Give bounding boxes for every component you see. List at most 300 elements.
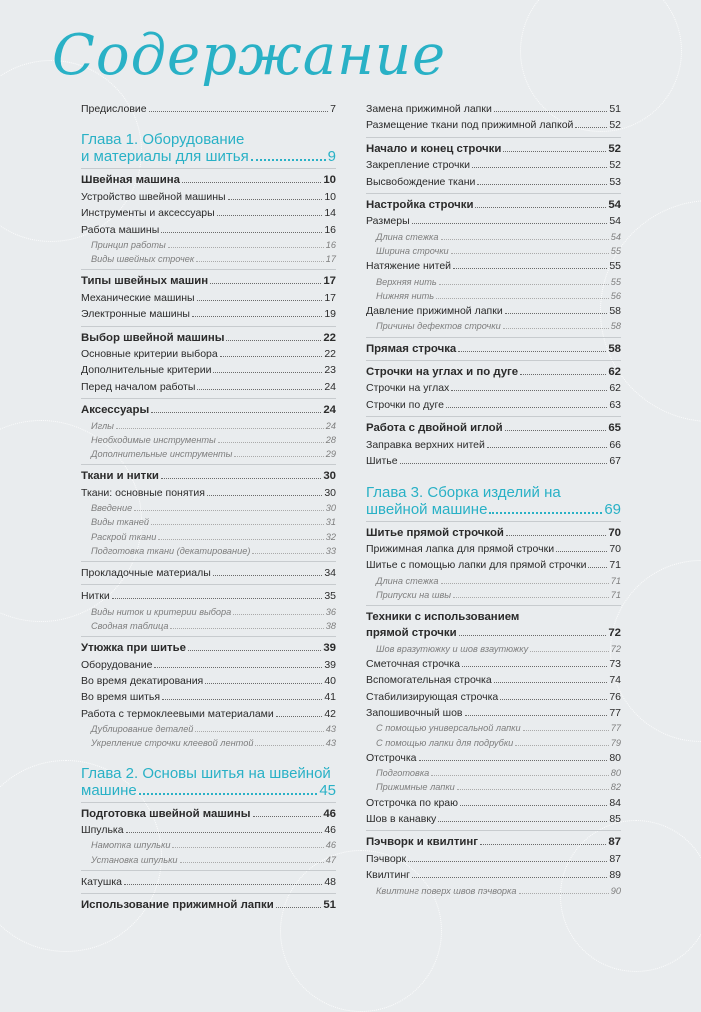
page-number: 24 bbox=[324, 380, 336, 393]
toc-section bbox=[81, 269, 336, 289]
toc-entry bbox=[366, 101, 621, 117]
entry-title: Подготовка швейной машины bbox=[81, 807, 251, 820]
entry-title: Укрепление строчки клеевой лентой bbox=[91, 738, 254, 749]
entry-title: Намотка шпульки bbox=[91, 840, 171, 851]
entry-title: Шитье прямой строчкой bbox=[366, 526, 504, 539]
dot-leader bbox=[503, 328, 609, 329]
entry-title: Прижимные лапки bbox=[376, 782, 455, 793]
page-number: 82 bbox=[610, 782, 621, 793]
entry-title: Дополнительные инструменты bbox=[91, 449, 233, 460]
toc-subentry bbox=[366, 780, 621, 794]
dot-leader bbox=[161, 232, 322, 233]
page-number: 80 bbox=[609, 751, 621, 764]
toc-subentry bbox=[81, 736, 336, 750]
page-number: 65 bbox=[608, 422, 621, 435]
entry-title: Шитье с помощью лапки для прямой строчки bbox=[366, 559, 587, 572]
page-number: 7 bbox=[330, 103, 336, 115]
page-number: 51 bbox=[323, 899, 336, 912]
entry-title: Катушка bbox=[81, 875, 122, 888]
dot-leader bbox=[480, 844, 606, 845]
toc-entry bbox=[81, 561, 336, 581]
dot-leader bbox=[213, 575, 323, 576]
toc-entry bbox=[81, 673, 336, 689]
entry-title: Устройство швейной машины bbox=[81, 190, 226, 203]
chapter-title-line1: Глава 3. Сборка изделий на bbox=[366, 483, 561, 501]
toc-entry bbox=[81, 362, 336, 378]
page-number: 67 bbox=[609, 455, 621, 468]
toc-entry bbox=[366, 258, 621, 274]
entry-title: Закрепление строчки bbox=[366, 159, 470, 172]
dot-leader bbox=[520, 374, 606, 375]
toc-subentry bbox=[81, 838, 336, 852]
toc-entry bbox=[81, 189, 336, 205]
dot-leader bbox=[446, 407, 607, 408]
dot-leader bbox=[251, 159, 326, 161]
page-number: 58 bbox=[608, 342, 621, 355]
dot-leader bbox=[196, 261, 324, 262]
page-number: 80 bbox=[610, 768, 621, 779]
dot-leader bbox=[439, 284, 609, 285]
toc-entry bbox=[81, 689, 336, 705]
entry-title: Утюжка при шитье bbox=[81, 642, 186, 655]
swirl-decoration bbox=[610, 560, 701, 742]
entry-title: Квилтинг bbox=[366, 869, 410, 882]
dot-leader bbox=[494, 111, 607, 112]
dot-leader bbox=[205, 683, 322, 684]
entry-title: Верхняя нить bbox=[376, 276, 437, 287]
entry-title: Размеры bbox=[366, 215, 410, 228]
entry-title: Размещение ткани под прижимной лапкой bbox=[366, 119, 574, 132]
page-number: 41 bbox=[324, 691, 336, 704]
entry-title: Ширина строчки bbox=[376, 246, 449, 257]
page-number: 54 bbox=[608, 199, 621, 212]
dot-leader bbox=[158, 539, 323, 540]
entry-title: Подготовка ткани (декатирование) bbox=[91, 545, 251, 556]
page-number: 30 bbox=[325, 503, 336, 514]
toc-entry bbox=[366, 750, 621, 766]
entry-title: Необходимые инструменты bbox=[91, 434, 216, 445]
toc-section bbox=[81, 893, 336, 913]
entry-title: Строчки на углах bbox=[366, 382, 450, 395]
dot-leader bbox=[505, 313, 608, 314]
entry-title: Вспомогательная строчка bbox=[366, 674, 492, 687]
entry-title: Давление прижимной лапки bbox=[366, 305, 503, 318]
toc-entry bbox=[366, 689, 621, 705]
dot-leader bbox=[458, 351, 606, 352]
toc-section bbox=[366, 625, 621, 641]
toc-subentry bbox=[81, 447, 336, 461]
toc-entry bbox=[81, 657, 336, 673]
entry-title: Перед началом работы bbox=[81, 380, 196, 393]
chapter-heading bbox=[366, 484, 621, 518]
toc-subentry bbox=[366, 884, 621, 898]
dot-leader bbox=[161, 478, 321, 479]
entry-title: Использование прижимной лапки bbox=[81, 899, 274, 912]
toc-subentry bbox=[81, 501, 336, 515]
entry-title: Настройка строчки bbox=[366, 199, 474, 212]
page-number: 69 bbox=[604, 500, 621, 518]
page-number: 45 bbox=[319, 781, 336, 799]
toc-subentry bbox=[366, 736, 621, 750]
dot-leader bbox=[460, 805, 607, 806]
dot-leader bbox=[112, 598, 323, 599]
page-number: 51 bbox=[609, 103, 621, 115]
toc-entry bbox=[81, 485, 336, 501]
dot-leader bbox=[575, 127, 607, 128]
page-number: 87 bbox=[608, 836, 621, 849]
page-number: 71 bbox=[610, 589, 621, 600]
entry-title: Замена прижимной лапки bbox=[366, 103, 492, 115]
entry-title: Механические машины bbox=[81, 291, 195, 304]
toc-entry bbox=[81, 379, 336, 395]
entry-title: Во время декатирования bbox=[81, 674, 204, 687]
toc-entry bbox=[366, 656, 621, 672]
page-number: 10 bbox=[324, 190, 336, 203]
dot-leader bbox=[255, 745, 323, 746]
dot-leader bbox=[151, 524, 324, 525]
page-number: 74 bbox=[609, 674, 621, 687]
page-number: 53 bbox=[609, 175, 621, 188]
dot-leader bbox=[210, 283, 321, 284]
toc-entry bbox=[366, 303, 621, 319]
entry-title: Натяжение нитей bbox=[366, 260, 452, 273]
dot-leader bbox=[234, 456, 323, 457]
dot-leader bbox=[487, 447, 607, 448]
chapter-title-line2 bbox=[366, 501, 621, 518]
toc-entry bbox=[366, 117, 621, 133]
dot-leader bbox=[412, 223, 608, 224]
entry-title: Виды ниток и критерии выбора bbox=[91, 606, 232, 617]
toc-entry bbox=[81, 306, 336, 322]
page-number: 55 bbox=[609, 260, 621, 273]
toc-subentry bbox=[81, 530, 336, 544]
entry-title: Инструменты и аксессуары bbox=[81, 207, 215, 220]
toc-section bbox=[81, 168, 336, 188]
dot-leader bbox=[506, 535, 606, 536]
page-number: 43 bbox=[325, 724, 336, 735]
toc-subentry bbox=[81, 433, 336, 447]
page-number: 52 bbox=[609, 159, 621, 172]
page-number: 73 bbox=[609, 657, 621, 670]
dot-leader bbox=[188, 650, 321, 651]
toc-entry bbox=[366, 867, 621, 883]
page-number: 31 bbox=[325, 517, 336, 528]
entry-title: Ткани: основные понятия bbox=[81, 486, 205, 499]
page-number: 39 bbox=[324, 658, 336, 671]
dot-leader bbox=[436, 298, 609, 299]
page-number: 56 bbox=[610, 290, 621, 301]
toc-section bbox=[81, 636, 336, 656]
dot-leader bbox=[228, 199, 323, 200]
toc-subentry bbox=[81, 722, 336, 736]
entry-title: Электронные машины bbox=[81, 308, 190, 321]
toc-entry bbox=[366, 213, 621, 229]
section-heading-line1: Техники с использованием bbox=[366, 605, 621, 625]
page-number: 62 bbox=[608, 366, 621, 379]
entry-title: Ткани и нитки bbox=[81, 470, 159, 483]
dot-leader bbox=[116, 428, 324, 429]
page-number: 46 bbox=[325, 840, 336, 851]
toc-entry bbox=[366, 174, 621, 190]
entry-title: Квилтинг поверх швов пэчворка bbox=[376, 885, 517, 896]
entry-title: Пэчворк и квилтинг bbox=[366, 836, 479, 849]
page-number: 46 bbox=[323, 807, 336, 820]
dot-leader bbox=[503, 151, 606, 152]
dot-leader bbox=[253, 816, 322, 817]
toc-entry bbox=[81, 205, 336, 221]
dot-leader bbox=[197, 389, 322, 390]
page-number: 79 bbox=[610, 737, 621, 748]
toc-entry bbox=[81, 222, 336, 238]
toc-section bbox=[366, 193, 621, 213]
page-number: 52 bbox=[609, 119, 621, 132]
dot-leader bbox=[489, 512, 602, 514]
dot-leader bbox=[462, 666, 607, 667]
entry-title: Высвобождение ткани bbox=[366, 175, 476, 188]
page-number: 32 bbox=[325, 531, 336, 542]
dot-leader bbox=[220, 356, 323, 357]
dot-leader bbox=[207, 495, 322, 496]
page-number: 55 bbox=[610, 276, 621, 287]
toc-entry bbox=[366, 541, 621, 557]
toc-entry bbox=[366, 453, 621, 469]
toc-subentry bbox=[366, 588, 621, 602]
toc-entry bbox=[366, 380, 621, 396]
page-number: 54 bbox=[610, 231, 621, 242]
dot-leader bbox=[453, 268, 607, 269]
dot-leader bbox=[172, 847, 323, 848]
dot-leader bbox=[213, 372, 322, 373]
toc-entry bbox=[366, 672, 621, 688]
toc-section bbox=[81, 398, 336, 418]
page-number: 84 bbox=[609, 796, 621, 809]
toc-subentry bbox=[366, 574, 621, 588]
dot-leader bbox=[162, 699, 322, 700]
page-number: 72 bbox=[608, 627, 621, 640]
page-number: 10 bbox=[323, 174, 336, 187]
toc-subentry bbox=[81, 619, 336, 633]
dot-leader bbox=[438, 821, 607, 822]
page-number: 63 bbox=[609, 398, 621, 411]
entry-title: Причины дефектов строчки bbox=[376, 321, 501, 332]
dot-leader bbox=[217, 215, 323, 216]
dot-leader bbox=[515, 745, 608, 746]
page-number: 47 bbox=[325, 854, 336, 865]
page-number: 87 bbox=[609, 852, 621, 865]
toc-section bbox=[81, 464, 336, 484]
entry-title: Длина стежка bbox=[376, 575, 439, 586]
entry-title: Прижимная лапка для прямой строчки bbox=[366, 542, 555, 555]
page-number: 42 bbox=[324, 707, 336, 720]
dot-leader bbox=[124, 884, 322, 885]
dot-leader bbox=[523, 730, 609, 731]
dot-leader bbox=[276, 716, 323, 717]
dot-leader bbox=[170, 628, 323, 629]
entry-title: Строчки на углах и по дуге bbox=[366, 366, 519, 379]
toc-section bbox=[366, 521, 621, 541]
page-number: 55 bbox=[610, 246, 621, 257]
entry-title: С помощью лапки для подрубки bbox=[376, 737, 514, 748]
entry-title: Принцип работы bbox=[91, 240, 166, 251]
dot-leader bbox=[441, 239, 609, 240]
toc-section bbox=[366, 416, 621, 436]
toc-section bbox=[366, 360, 621, 380]
page-number: 14 bbox=[324, 207, 336, 220]
page-number: 16 bbox=[324, 223, 336, 236]
toc-entry bbox=[81, 290, 336, 306]
toc-entry bbox=[81, 822, 336, 838]
page-number: 71 bbox=[610, 575, 621, 586]
entry-title: Во время шитья bbox=[81, 691, 161, 704]
dot-leader bbox=[192, 316, 322, 317]
entry-title: Заправка верхних нитей bbox=[366, 438, 485, 451]
entry-title: Прямая строчка bbox=[366, 342, 457, 355]
page-number: 43 bbox=[325, 738, 336, 749]
page-number: 33 bbox=[325, 545, 336, 556]
entry-title: Аксессуары bbox=[81, 404, 150, 417]
entry-title: Строчки по дуге bbox=[366, 398, 444, 411]
page-number: 40 bbox=[324, 674, 336, 687]
toc-subentry bbox=[81, 515, 336, 529]
page-number: 36 bbox=[325, 606, 336, 617]
page-number: 34 bbox=[324, 566, 336, 579]
page-number: 85 bbox=[609, 813, 621, 825]
entry-title: Нижняя нить bbox=[376, 290, 435, 301]
toc-subentry bbox=[81, 252, 336, 266]
page-number: 70 bbox=[609, 542, 621, 555]
page-number: 29 bbox=[325, 449, 336, 460]
toc-subentry bbox=[366, 642, 621, 656]
entry-title: Дополнительные критерии bbox=[81, 364, 212, 377]
toc-left-column bbox=[81, 101, 336, 914]
toc-entry bbox=[366, 437, 621, 453]
entry-title: Раскрой ткани bbox=[91, 531, 157, 542]
toc-right-column bbox=[366, 101, 621, 898]
page-number: 46 bbox=[324, 823, 336, 836]
entry-title: Иглы bbox=[91, 420, 114, 431]
page-number: 35 bbox=[324, 590, 336, 603]
entry-title: Работа с термоклеевыми материалами bbox=[81, 707, 274, 720]
dot-leader bbox=[441, 583, 609, 584]
entry-title: Дублирование деталей bbox=[91, 724, 194, 735]
page-number: 16 bbox=[325, 240, 336, 251]
entry-title: Отстрочка bbox=[366, 751, 417, 764]
dot-leader bbox=[226, 340, 321, 341]
entry-title: Стабилизирующая строчка bbox=[366, 690, 499, 703]
dot-leader bbox=[451, 253, 609, 254]
page-number: 77 bbox=[610, 723, 621, 734]
entry-title: Основные критерии выбора bbox=[81, 348, 218, 361]
chapter-heading bbox=[81, 765, 336, 799]
dot-leader bbox=[530, 651, 609, 652]
dot-leader bbox=[218, 442, 324, 443]
page-number: 24 bbox=[325, 420, 336, 431]
entry-title: Сводная таблица bbox=[91, 620, 169, 631]
entry-title: Прокладочные материалы bbox=[81, 566, 211, 579]
page-number: 70 bbox=[608, 526, 621, 539]
page-number: 48 bbox=[324, 875, 336, 888]
entry-title: Шов вразутюжку и шов взаутюжку bbox=[376, 643, 529, 654]
entry-title: Виды тканей bbox=[91, 517, 150, 528]
dot-leader bbox=[472, 167, 607, 168]
dot-leader bbox=[475, 207, 606, 208]
page-number: 62 bbox=[609, 382, 621, 395]
dot-leader bbox=[505, 430, 607, 431]
page-number: 22 bbox=[323, 331, 336, 344]
dot-leader bbox=[451, 390, 607, 391]
toc-subentry bbox=[366, 275, 621, 289]
entry-title: Нитки bbox=[81, 590, 110, 603]
toc-entry bbox=[366, 851, 621, 867]
entry-title: Шитье bbox=[366, 455, 398, 468]
dot-leader bbox=[457, 789, 609, 790]
toc-entry bbox=[366, 157, 621, 173]
toc-subentry bbox=[81, 419, 336, 433]
page-number: 89 bbox=[609, 869, 621, 882]
dot-leader bbox=[412, 877, 607, 878]
entry-title: С помощью универсальной лапки bbox=[376, 723, 521, 734]
page-number: 71 bbox=[609, 559, 621, 572]
entry-title: Выбор швейной машины bbox=[81, 331, 225, 344]
toc-subentry bbox=[366, 721, 621, 735]
entry-title: Швейная машина bbox=[81, 174, 180, 187]
toc-entry bbox=[81, 584, 336, 604]
chapter-title-text: швейной машине bbox=[366, 500, 488, 518]
toc-entry bbox=[81, 706, 336, 722]
entry-title: Длина стежка bbox=[376, 231, 439, 242]
toc-section bbox=[366, 830, 621, 850]
dot-leader bbox=[197, 300, 323, 301]
dot-leader bbox=[252, 553, 323, 554]
toc-entry bbox=[366, 557, 621, 573]
toc-subentry bbox=[81, 605, 336, 619]
page-number: 17 bbox=[325, 254, 336, 265]
dot-leader bbox=[477, 184, 607, 185]
entry-title: Оборудование bbox=[81, 658, 153, 671]
toc-subentry bbox=[366, 230, 621, 244]
page-number: 24 bbox=[323, 404, 336, 417]
toc-section bbox=[81, 326, 336, 346]
entry-title: Шов в канавку bbox=[366, 813, 437, 825]
dot-leader bbox=[182, 182, 321, 183]
page-number: 66 bbox=[609, 438, 621, 451]
toc-subentry bbox=[366, 766, 621, 780]
toc-entry bbox=[366, 397, 621, 413]
entry-title: прямой строчки bbox=[366, 627, 457, 640]
chapter-title-line1: Глава 1. Оборудование bbox=[81, 131, 245, 149]
chapter-title-line1: Глава 2. Основы шитья на швейной bbox=[81, 764, 331, 782]
page-number: 52 bbox=[608, 142, 621, 155]
entry-title: Подготовка bbox=[376, 768, 430, 779]
page-number: 54 bbox=[609, 215, 621, 228]
page-number: 17 bbox=[323, 275, 336, 288]
entry-title: Припуски на швы bbox=[376, 589, 452, 600]
dot-leader bbox=[180, 862, 324, 863]
toc-entry bbox=[81, 870, 336, 890]
page-number: 39 bbox=[323, 642, 336, 655]
entry-title: Шпулька bbox=[81, 823, 124, 836]
page-number: 9 bbox=[327, 148, 336, 166]
dot-leader bbox=[453, 597, 609, 598]
entry-title: Начало и конец строчки bbox=[366, 142, 502, 155]
entry-title: Введение bbox=[91, 503, 133, 514]
dot-leader bbox=[151, 412, 321, 413]
toc-entry bbox=[366, 795, 621, 811]
chapter-title-line2 bbox=[81, 782, 336, 799]
page-number: 76 bbox=[609, 690, 621, 703]
toc-section bbox=[366, 337, 621, 357]
dot-leader bbox=[431, 775, 608, 776]
